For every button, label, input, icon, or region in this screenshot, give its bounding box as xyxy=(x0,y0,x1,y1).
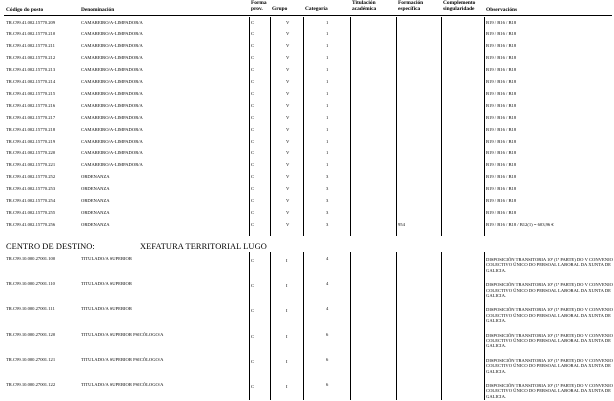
row-code: TR.C99.41.002.15770.219 xyxy=(6,138,56,144)
row-observacions: B19 / B16 / B18 xyxy=(486,19,517,25)
row-denominacion: ORDENANZA xyxy=(81,221,110,227)
column-divider xyxy=(441,252,442,400)
row-forma: C xyxy=(251,19,255,25)
column-divider xyxy=(249,17,250,236)
row-denominacion: CAMAREIRO/A-LIMPADOR/A xyxy=(81,31,143,37)
centro-name: XEFATURA TERRITORIAL LUGO xyxy=(140,242,267,251)
row-categoria: 1 xyxy=(326,43,329,49)
column-divider xyxy=(441,17,442,236)
column-divider xyxy=(396,17,397,236)
centro-label: CENTRO DE DESTINO: xyxy=(6,242,95,251)
header-titulacion: Titulación académica xyxy=(352,0,377,12)
row-code: TR.C99.10.000.27001.120 xyxy=(6,331,56,337)
row-grupo: V xyxy=(286,79,290,84)
column-divider xyxy=(350,252,351,400)
row-denominacion: ORDENANZA xyxy=(81,209,110,215)
row-forma: C xyxy=(251,198,255,203)
row-observacions: B19 / B16 / B18 xyxy=(486,67,517,73)
row-code: TR.C99.10.000.27001.111 xyxy=(6,306,55,312)
row-observacions: DISPOSICIÓN TRANSITORIA 10ª (1ª PARTE) DO V CONVENIO COLECTIVO ÚNICO DO PERSOAL LABORAL DA XUNTA DE GALICIA. xyxy=(486,307,613,324)
row-denominacion: CAMAREIRO/A-LIMPADOR/A xyxy=(81,150,143,156)
row-denominacion: ORDENANZA xyxy=(81,198,110,203)
row-observacions: DISPOSICIÓN TRANSITORIA 10ª (1ª PARTE) DO V CONVENIO COLECTIVO ÚNICO DO PERSOAL LABORAL DA XUNTA DE GALICIA. xyxy=(486,357,613,374)
column-divider xyxy=(484,252,485,400)
header-codigo: Código do posto xyxy=(6,7,44,13)
row-forma: C xyxy=(251,384,255,389)
header-forma: Forma prov. xyxy=(251,0,267,12)
row-code: TR.C99.10.000.27001.110 xyxy=(6,281,55,287)
row-denominacion: TITULADO/A SUPERIOR PSICÓLOGO/A xyxy=(81,382,164,387)
row-code: TR.C99.41.002.15770.220 xyxy=(6,150,56,156)
row-grupo: V xyxy=(286,186,290,192)
row-forma: C xyxy=(251,55,255,61)
row-forma: C xyxy=(251,67,255,73)
row-denominacion: TITULADO/A SUPERIOR xyxy=(81,281,132,287)
row-code: TR.C99.41.002.15770.217 xyxy=(6,114,56,120)
row-categoria: 1 xyxy=(326,55,329,61)
row-observacions: DISPOSICIÓN TRANSITORIA 10ª (1ª PARTE) DO V CONVENIO COLECTIVO ÚNICO DO PERSOAL LABORAL DA XUNTA DE GALICIA. xyxy=(486,332,613,349)
row-observacions: DISPOSICIÓN TRANSITORIA 10ª (1ª PARTE) DO V CONVENIO COLECTIVO ÚNICO DO PERSOAL LABORAL DA XUNTA DE GALICIA. xyxy=(486,282,613,298)
column-divider xyxy=(270,252,271,400)
row-observacions: B19 / B16 / B18 xyxy=(486,31,517,37)
row-denominacion: CAMAREIRO/A-LIMPADOR/A xyxy=(81,138,143,144)
row-forma: C xyxy=(251,186,255,192)
row-grupo: V xyxy=(286,174,290,180)
row-code: TR.C99.41.002.15770.253 xyxy=(6,186,56,192)
row-code: TR.C99.10.000.27001.122 xyxy=(6,382,56,387)
row-grupo: I xyxy=(286,308,288,314)
row-grupo: V xyxy=(286,221,290,227)
row-grupo: I xyxy=(286,384,288,389)
row-categoria: 4 xyxy=(326,306,329,312)
row-categoria: 3 xyxy=(326,209,329,215)
row-categoria: 1 xyxy=(326,79,329,84)
row-categoria: 1 xyxy=(326,114,329,120)
row-denominacion: CAMAREIRO/A-LIMPADOR/A xyxy=(81,114,143,120)
header-observacions: Observacións xyxy=(486,7,518,13)
row-grupo: V xyxy=(286,114,290,120)
row-denominacion: ORDENANZA xyxy=(81,174,110,180)
row-grupo: V xyxy=(286,19,290,25)
row-code: TR.C99.10.000.27001.100 xyxy=(6,256,56,261)
row-observacions: B19 / B16 / B18 xyxy=(486,150,517,156)
row-forma: C xyxy=(251,43,255,49)
row-code: TR.C99.41.002.15770.213 xyxy=(6,67,56,73)
row-observacions: B19 / B16 / B18 xyxy=(486,55,517,61)
row-observacions: B19 / B16 / B18 / B12(1) = 603,96 € xyxy=(486,221,554,227)
row-denominacion: CAMAREIRO/A-LIMPADOR/A xyxy=(81,67,143,73)
column-divider xyxy=(396,252,397,400)
row-grupo: V xyxy=(286,102,290,108)
row-categoria: 1 xyxy=(326,102,329,108)
row-forma: C xyxy=(251,150,255,156)
row-code: TR.C99.41.002.15770.209 xyxy=(6,19,56,25)
row-forma: C xyxy=(251,174,255,180)
row-grupo: V xyxy=(286,126,290,132)
row-forma: C xyxy=(251,258,255,263)
row-observacions: B19 / B16 / B18 xyxy=(486,126,517,132)
row-categoria: 6 xyxy=(326,331,329,337)
row-grupo: V xyxy=(286,138,290,144)
row-code: TR.C99.41.002.15770.218 xyxy=(6,126,56,132)
row-code: TR.C99.41.002.15770.210 xyxy=(6,31,56,37)
row-categoria: 1 xyxy=(326,126,329,132)
row-forma: C xyxy=(251,283,255,289)
row-forma: C xyxy=(251,79,255,84)
row-observacions: B19 / B16 / B18 xyxy=(486,209,517,215)
row-forma: C xyxy=(251,114,255,120)
row-denominacion: CAMAREIRO/A-LIMPADOR/A xyxy=(81,102,143,108)
header-denominacion: Denominación xyxy=(81,7,115,13)
row-grupo: V xyxy=(286,55,290,61)
row-denominacion: CAMAREIRO/A-LIMPADOR/A xyxy=(81,43,143,49)
row-forma: C xyxy=(251,31,255,37)
row-grupo: I xyxy=(286,283,288,289)
row-categoria: 3 xyxy=(326,186,329,192)
header-underline xyxy=(4,15,612,16)
row-code: TR.C99.41.002.15770.252 xyxy=(6,174,56,180)
row-grupo: V xyxy=(286,43,290,49)
row-forma: C xyxy=(251,102,255,108)
row-forma: C xyxy=(251,126,255,132)
row-observacions: B19 / B16 / B18 xyxy=(486,114,517,120)
row-categoria: 3 xyxy=(326,221,329,227)
row-denominacion: CAMAREIRO/A-LIMPADOR/A xyxy=(81,79,143,84)
row-observacions: DISPOSICIÓN TRANSITORIA 10ª (1ª PARTE) DO V CONVENIO COLECTIVO ÚNICO DO PERSOAL LABORAL DA XUNTA DE GALICIA. xyxy=(486,257,613,273)
row-code: TR.C99.41.002.15770.256 xyxy=(6,221,56,227)
row-code: TR.C99.41.002.15770.254 xyxy=(6,198,56,203)
row-observacions: B19 / B16 / B18 xyxy=(486,90,517,96)
row-forma: C xyxy=(251,90,255,96)
row-code: TR.C99.41.002.15770.255 xyxy=(6,209,56,215)
row-categoria: 3 xyxy=(326,198,329,203)
row-categoria: 4 xyxy=(326,256,329,261)
row-categoria: 6 xyxy=(326,382,329,387)
row-code: TR.C99.41.002.15770.215 xyxy=(6,90,56,96)
row-denominacion: TITULADO/A SUPERIOR PSICÓLOGO/A xyxy=(81,331,164,337)
row-observacions: B19 / B16 / B18 xyxy=(486,102,517,108)
row-denominacion: CAMAREIRO/A-LIMPADOR/A xyxy=(81,126,143,132)
row-denominacion: CAMAREIRO/A-LIMPADOR/A xyxy=(81,162,143,168)
row-forma: C xyxy=(251,358,255,364)
row-formacion: 954 xyxy=(398,221,405,227)
row-forma: C xyxy=(251,333,255,339)
row-grupo: I xyxy=(286,258,288,263)
column-divider xyxy=(350,17,351,236)
row-denominacion: TITULADO/A SUPERIOR xyxy=(81,306,132,312)
row-grupo: V xyxy=(286,162,290,168)
row-denominacion: CAMAREIRO/A-LIMPADOR/A xyxy=(81,55,143,61)
row-observacions: B19 / B16 / B18 xyxy=(486,186,517,192)
row-forma: C xyxy=(251,138,255,144)
row-code: TR.C99.41.002.15770.216 xyxy=(6,102,56,108)
column-divider xyxy=(303,17,304,236)
row-forma: C xyxy=(251,209,255,215)
header-complemento: Complemento singularidade xyxy=(443,0,476,12)
row-categoria: 1 xyxy=(326,19,329,25)
row-code: TR.C99.41.002.15770.211 xyxy=(6,43,55,49)
row-observacions: B19 / B16 / B18 xyxy=(486,43,517,49)
row-code: TR.C99.41.002.15770.221 xyxy=(6,162,56,168)
header-formacion: Formación específica xyxy=(398,0,424,12)
column-divider xyxy=(484,17,485,236)
row-grupo: V xyxy=(286,31,290,37)
row-observacions: B19 / B16 / B18 xyxy=(486,198,517,203)
row-grupo: I xyxy=(286,358,288,364)
row-categoria: 1 xyxy=(326,150,329,156)
row-forma: C xyxy=(251,162,255,168)
header-categoria: Categoría xyxy=(305,6,328,12)
column-divider xyxy=(249,252,250,400)
header-grupo: Grupo xyxy=(272,6,288,12)
row-forma: C xyxy=(251,221,255,227)
row-denominacion: ORDENANZA xyxy=(81,186,110,192)
row-code: TR.C99.10.000.27001.121 xyxy=(6,356,56,362)
row-categoria: 3 xyxy=(326,174,329,180)
column-divider xyxy=(270,17,271,236)
row-observacions: B19 / B16 / B18 xyxy=(486,162,517,168)
row-observacions: B19 / B16 / B18 xyxy=(486,174,517,180)
row-code: TR.C99.41.002.15770.212 xyxy=(6,55,56,61)
column-divider xyxy=(303,252,304,400)
row-observacions: B19 / B16 / B18 xyxy=(486,138,517,144)
row-grupo: V xyxy=(286,150,290,156)
row-code: TR.C99.41.002.15770.214 xyxy=(6,79,56,84)
row-categoria: 1 xyxy=(326,31,329,37)
row-observacions: DISPOSICIÓN TRANSITORIA 10ª (1ª PARTE) DO V CONVENIO COLECTIVO ÚNICO DO PERSOAL LABORAL DA XUNTA DE GALICIA. xyxy=(486,383,613,399)
row-denominacion: CAMAREIRO/A-LIMPADOR/A xyxy=(81,90,143,96)
row-grupo: I xyxy=(286,333,288,339)
row-categoria: 1 xyxy=(326,67,329,73)
row-categoria: 1 xyxy=(326,138,329,144)
row-categoria: 6 xyxy=(326,356,329,362)
row-categoria: 4 xyxy=(326,281,329,287)
row-grupo: V xyxy=(286,90,290,96)
row-denominacion: TITULADO/A SUPERIOR xyxy=(81,256,132,261)
row-categoria: 1 xyxy=(326,90,329,96)
row-denominacion: TITULADO/A SUPERIOR PSICÓLOGO/A xyxy=(81,356,164,362)
row-observacions: B19 / B16 / B18 xyxy=(486,79,517,84)
row-forma: C xyxy=(251,308,255,314)
row-grupo: V xyxy=(286,67,290,73)
row-grupo: V xyxy=(286,209,290,215)
row-grupo: V xyxy=(286,198,290,203)
row-categoria: 1 xyxy=(326,162,329,168)
row-denominacion: CAMAREIRO/A-LIMPADOR/A xyxy=(81,19,143,25)
